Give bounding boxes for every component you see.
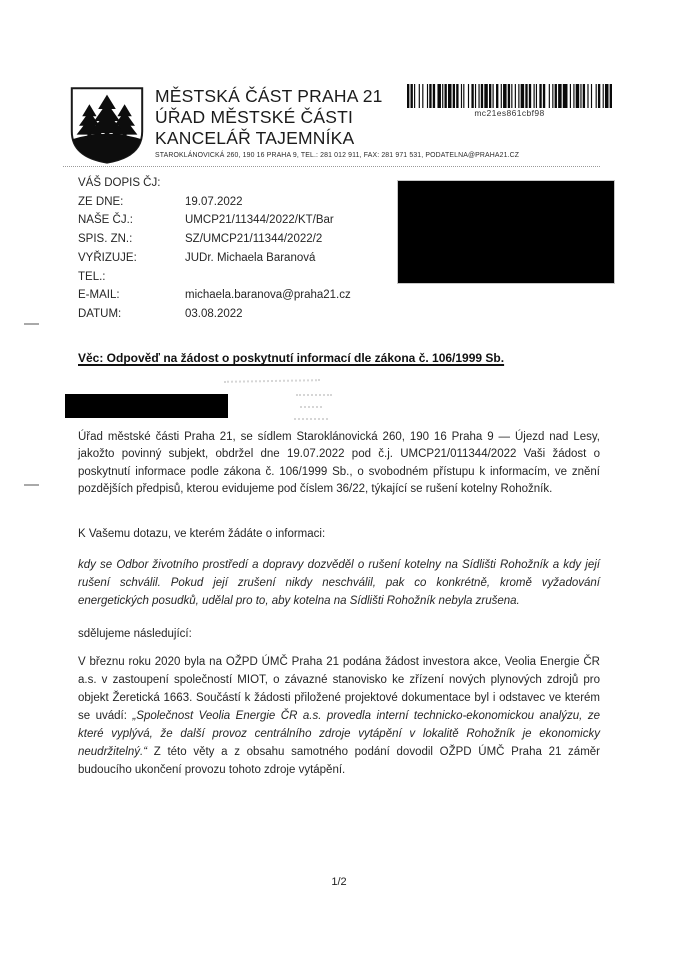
- org-name-line3: KANCELÁŘ TAJEMNÍKA: [155, 128, 355, 148]
- meta-label: DATUM:: [78, 307, 122, 320]
- barcode-block: [407, 84, 612, 118]
- barcode-text: mc21es861cbf98: [474, 108, 545, 118]
- meta-row-vyrizuje: [78, 249, 351, 268]
- meta-label: VYŘIZUJE:: [78, 251, 137, 264]
- barcode-icon: [407, 84, 612, 108]
- meta-value: 03.08.2022: [185, 307, 243, 320]
- page-number: 1/2: [331, 876, 347, 888]
- meta-value: SZ/UMCP21/11344/2022/2: [185, 233, 323, 246]
- org-address-line: STAROKLÁNOVICKÁ 260, 190 16 PRAHA 9, TEL.: 281 012 911, FAX: 281 971 531, PODATELNA@PRAHA21.CZ: [155, 152, 520, 159]
- redacted-recipient-block: [398, 181, 614, 283]
- fold-mark-top: [24, 323, 39, 325]
- paragraph-intro: Úřad městské části Praha 21, se sídlem Staroklánovická 260, 190 16 Praha 9 — Újezd nad Lesy, jakožto povinný subjekt, obdržel dne 19.07.2022 pod č.j. UMCP21/011344/2022 Vaši žádost o poskytnutí informace podle zákona č. 106/1999 Sb., o svobodném přístupu k informacím, ve znění pozdějších předpisů, kterou evidujeme pod číslem 36/22, týkající se rušení kotelny Rohožník.: [78, 431, 600, 496]
- meta-label: TEL.:: [78, 270, 106, 283]
- fold-mark-bottom: [24, 484, 39, 486]
- meta-value: 19.07.2022: [185, 195, 243, 208]
- meta-label: SPIS. ZN.:: [78, 233, 133, 246]
- meta-row-spis-zn: [78, 230, 351, 249]
- org-name-line1: MĚSTSKÁ ČÁST PRAHA 21: [155, 86, 383, 106]
- meta-label: NAŠE ČJ.:: [78, 214, 133, 227]
- reference-metadata-block: [78, 174, 351, 324]
- meta-label: VÁŠ DOPIS ČJ:: [78, 177, 161, 189]
- paragraph-answer: [78, 653, 600, 779]
- meta-row-tel: [78, 268, 351, 287]
- paragraph-answer-lead: sdělujeme následující:: [78, 628, 192, 641]
- meta-value: michaela.baranova@praha21.cz: [185, 289, 351, 302]
- stamp-residue-stroke: [224, 379, 320, 383]
- meta-row-vas-dopis: [78, 174, 351, 193]
- stamp-residue-marks: [196, 376, 386, 424]
- org-name-line2: ÚŘAD MĚSTSKÉ ČÁSTI: [155, 107, 354, 127]
- meta-label: E-MAIL:: [78, 289, 120, 302]
- paragraph-quoted-question: kdy se Odbor životního prostředí a dopravy dozvěděl o rušení kotelny na Sídlišti Rohožník a kdy její rušení schválil. Pokud její zrušení nikdy neschválil, pak co konkrétně, kromě vyžadování energetických posudků, udělal pro to, aby kotelna na Sídlišti Rohožník nebyla zrušena.: [78, 558, 600, 608]
- coat-of-arms-logo: [66, 85, 148, 165]
- meta-row-email: [78, 286, 351, 305]
- subject-line: [78, 351, 608, 365]
- answer-text-part1: V březnu roku 2020 byla na OŽPD ÚMČ Praha 21 podána žádost investora akce, Veolia Energie ČR a.s. v zastoupení společností MIOT, o závazné stanovisko ke zřízení nových plynových zdrojů pro objekt Žeretická 1663. Součástí k žádosti přiložené projektové dokumentace byl i odstavec ve kterém se uvádí:: [78, 656, 600, 723]
- meta-row-datum: [78, 305, 351, 324]
- letter-body: [78, 429, 600, 779]
- meta-value: JUDr. Michaela Baranová: [185, 251, 316, 264]
- meta-row-ze-dne: [78, 193, 351, 212]
- header-separator-line: [63, 166, 600, 167]
- answer-quoted-statement: „Společnost Veolia Energie ČR a.s. provedla interní technicko-ekonomickou analýzu, ze které vyplývá, že další provoz centrálního zdroje vytápění v lokalitě Rohožník je ekonomicky neudržitelný.“: [78, 710, 600, 759]
- paragraph-question-lead: K Vašemu dotazu, ve kterém žádáte o informaci:: [78, 527, 326, 540]
- meta-value: UMCP21/11344/2022/KT/Bar: [185, 214, 334, 227]
- stamp-residue-stroke: [300, 406, 322, 408]
- subject-text: Věc: Odpověď na žádost o poskytnutí informací dle zákona č. 106/1999 Sb.: [78, 351, 505, 365]
- stamp-residue-stroke: [294, 418, 328, 420]
- answer-text-part2: Z této věty a z obsahu samotného podání dovodil OŽPD ÚMČ Praha 21 záměr budoucího ukončení provozu tohoto zdroje vytápění.: [78, 746, 600, 777]
- meta-row-nase-cj: [78, 211, 351, 230]
- meta-label: ZE DNE:: [78, 195, 124, 208]
- stamp-residue-stroke: [296, 394, 332, 396]
